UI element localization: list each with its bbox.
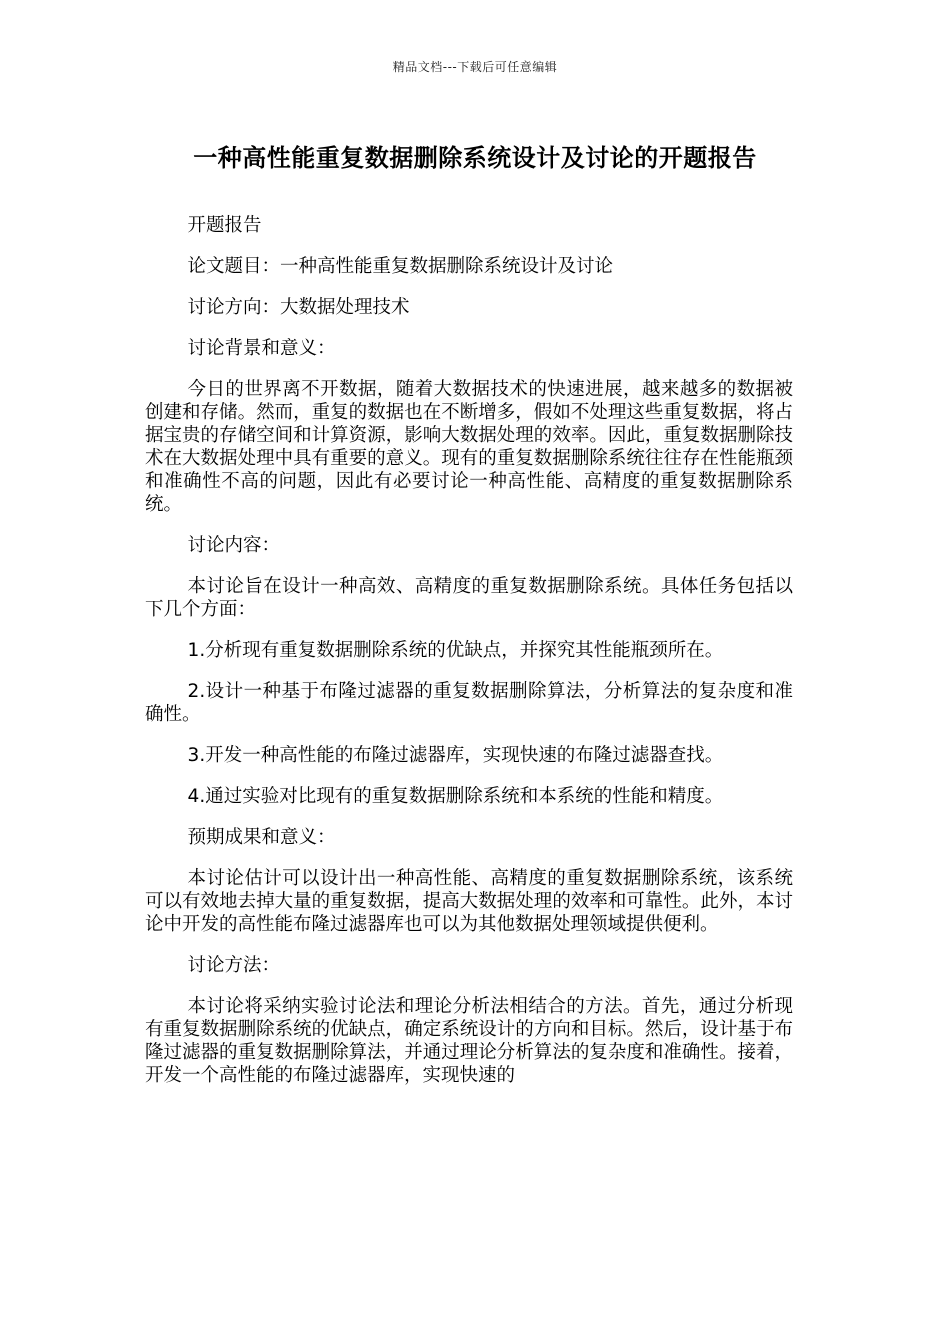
- paragraph-research-direction: 讨论方向：大数据处理技术: [187, 297, 410, 318]
- paragraph-expected-results: 本讨论估计可以设计出一种高性能、高精度的重复数据删除系统，该系统可以有效地去掉大量的重复数据，提高大数据处理的效率和可靠性。此外，本讨论中开发的高性能布隆过滤器库也可以为其他数据处理领域提供便利。: [145, 868, 793, 935]
- list-item-4: 4.通过实验对比现有的重复数据删除系统和本系统的性能和精度。: [187, 786, 724, 807]
- paragraph-background: 今日的世界离不开数据，随着大数据技术的快速进展，越来越多的数据被创建和存储。然而，重复的数据也在不断增多，假如不处理这些重复数据，将占据宝贵的存储空间和计算资源，影响大数据处理的效率。因此，重复数据删除技术在大数据处理中具有重要的意义。现有的重复数据删除系统往往存在性能瓶颈和准确性不高的问题，因此有必要讨论一种高性能、高精度的重复数据删除系统。: [145, 379, 793, 515]
- heading-content: 讨论内容：: [187, 535, 281, 556]
- document-title: 一种高性能重复数据删除系统设计及讨论的开题报告: [193, 144, 757, 172]
- heading-expected-results: 预期成果和意义：: [187, 827, 336, 848]
- list-item-2: 2.设计一种基于布隆过滤器的重复数据删除算法，分析算法的复杂度和准确性。: [145, 681, 793, 725]
- paragraph-thesis-title: 论文题目：一种高性能重复数据删除系统设计及讨论: [187, 256, 614, 277]
- document-body: [145, 214, 793, 1105]
- paragraph-report-label: 开题报告: [187, 215, 262, 236]
- heading-background: 讨论背景和意义：: [187, 338, 336, 359]
- list-item-1: 1.分析现有重复数据删除系统的优缺点，并探究其性能瓶颈所在。: [187, 640, 724, 661]
- header-note: 精品文档---下载后可任意编辑: [392, 60, 558, 74]
- list-item-3: 3.开发一种高性能的布隆过滤器库，实现快速的布隆过滤器查找。: [187, 745, 724, 766]
- heading-methods: 讨论方法：: [187, 955, 281, 976]
- paragraph-methods: 本讨论将采纳实验讨论法和理论分析法相结合的方法。首先，通过分析现有重复数据删除系统的优缺点，确定系统设计的方向和目标。然后，设计基于布隆过滤器的重复数据删除算法，并通过理论分析算法的复杂度和准确性。接着，开发一个高性能的布隆过滤器库，实现快速的: [145, 996, 793, 1086]
- paragraph-content: 本讨论旨在设计一种高效、高精度的重复数据删除系统。具体任务包括以下几个方面：: [145, 576, 793, 620]
